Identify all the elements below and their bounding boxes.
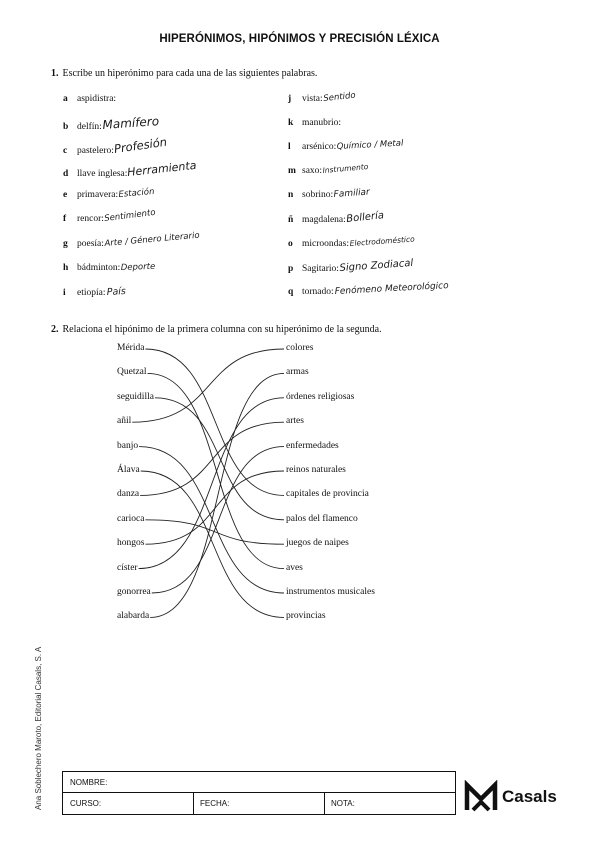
item-p: p Sagitario:Signo Zodiacal: [288, 257, 414, 274]
item-k: k manubrio:: [288, 118, 342, 128]
answer-q[interactable]: Fenómeno Meteorológico: [334, 281, 449, 297]
match-line: [145, 520, 284, 544]
casals-logo-icon: [464, 780, 498, 814]
hyponym-item[interactable]: danza: [117, 489, 140, 500]
answer-b[interactable]: Mamífero: [101, 114, 160, 132]
answer-g[interactable]: Arte / Género Literario: [104, 230, 200, 249]
match-line: [132, 349, 284, 422]
hypernym-item[interactable]: armas: [286, 367, 309, 378]
hyponym-item[interactable]: hongos: [117, 538, 145, 549]
hyponym-item[interactable]: Mérida: [117, 343, 145, 353]
item-a: a aspidistra:: [63, 94, 117, 104]
answer-ñ[interactable]: Bollería: [345, 210, 385, 225]
hypernym-item[interactable]: palos del flamenco: [286, 513, 358, 524]
item-c: c pastelero:Profesión: [63, 134, 168, 156]
side-credit: Ana Soblechero Maroto, Editorial Casals, S. A: [34, 646, 43, 810]
student-info-form: [62, 771, 456, 815]
hypernym-item[interactable]: enfermedades: [286, 440, 339, 451]
item-m: m saxo:Instrumento: [288, 162, 369, 176]
exercise-1-number: 1.: [51, 68, 59, 79]
hypernym-item[interactable]: juegos de naipes: [286, 538, 349, 549]
hyponym-item[interactable]: gonorrea: [117, 587, 151, 597]
hyponym-item[interactable]: banjo: [117, 440, 139, 451]
hyponym-item[interactable]: carioca: [117, 513, 145, 524]
grade-label: NOTA:: [331, 799, 355, 808]
hypernym-item[interactable]: instrumentos musicales: [286, 587, 375, 597]
hyponym-item[interactable]: Quetzal: [117, 367, 147, 378]
item-q: q tornado:Fenómeno Meteorológico: [288, 281, 449, 297]
hypernym-item[interactable]: órdenes religiosas: [286, 391, 355, 402]
exercise-2-text: Relaciona el hipónimo de la primera columna con su hiperónimo de la segunda.: [62, 324, 382, 335]
course-label: CURSO:: [70, 799, 102, 808]
item-ñ: ñ magdalena:Bollería: [288, 210, 385, 225]
answer-n[interactable]: Familiar: [333, 187, 371, 200]
name-row: [63, 772, 455, 793]
item-d: d llave inglesa:Herramienta: [63, 158, 198, 179]
hypernym-item[interactable]: capitales de provincia: [286, 489, 369, 500]
item-o: o microondas:Electrodoméstico: [288, 234, 415, 249]
hypernym-item[interactable]: provincias: [286, 611, 326, 622]
answer-j[interactable]: Sentido: [322, 90, 356, 104]
hyponym-item[interactable]: Álava: [117, 465, 140, 475]
item-n: n sobrino:Familiar: [288, 187, 371, 200]
hypernym-item[interactable]: colores: [286, 343, 314, 353]
form-divider: [193, 793, 194, 814]
answer-o[interactable]: Electrodoméstico: [349, 234, 415, 248]
answer-f[interactable]: Sentimiento: [103, 207, 157, 224]
answer-i[interactable]: País: [105, 286, 126, 298]
exercise-2-number: 2.: [51, 324, 59, 335]
hypernym-item[interactable]: aves: [286, 562, 303, 573]
match-line: [148, 373, 284, 568]
name-label: NOMBRE:: [70, 778, 108, 787]
hypernym-item[interactable]: reinos naturales: [286, 465, 346, 475]
brand-name: Casals: [502, 787, 557, 806]
exercise-1-text: Escribe un hiperónimo para cada una de las siguientes palabras.: [62, 68, 318, 79]
answer-d[interactable]: Herramienta: [127, 158, 198, 179]
answer-h[interactable]: Deporte: [120, 261, 156, 273]
match-line: [140, 422, 284, 495]
answer-c[interactable]: Profesión: [112, 134, 168, 156]
item-b: b delfín:Mamífero: [63, 114, 160, 132]
item-l: l arsénico:Químico / Metal: [288, 138, 404, 152]
item-i: i etiopía:País: [63, 286, 126, 298]
date-label: FECHA:: [200, 799, 230, 808]
hyponym-item[interactable]: alabarda: [117, 611, 150, 622]
item-f: f rencor:Sentimiento: [63, 207, 157, 224]
answer-l[interactable]: Químico / Metal: [336, 138, 404, 152]
hyponym-item[interactable]: seguidilla: [117, 391, 154, 402]
form-divider: [324, 793, 325, 814]
page-title: HIPERÓNIMOS, HIPÓNIMOS Y PRECISIÓN LÉXICA: [159, 33, 440, 45]
hypernym-item[interactable]: artes: [286, 416, 304, 427]
item-g: g poesía:Arte / Género Literario: [63, 230, 200, 249]
item-j: j vista:Sentido: [288, 90, 356, 104]
item-h: h bádminton:Deporte: [63, 261, 156, 273]
answer-e[interactable]: Estación: [118, 186, 155, 200]
match-line: [150, 373, 284, 617]
hyponym-item[interactable]: añil: [117, 416, 132, 427]
answer-p[interactable]: Signo Zodiacal: [339, 257, 414, 274]
answer-m[interactable]: Instrumento: [322, 162, 369, 175]
hyponym-item[interactable]: císter: [117, 562, 138, 573]
item-e: e primavera:Estación: [63, 186, 155, 200]
